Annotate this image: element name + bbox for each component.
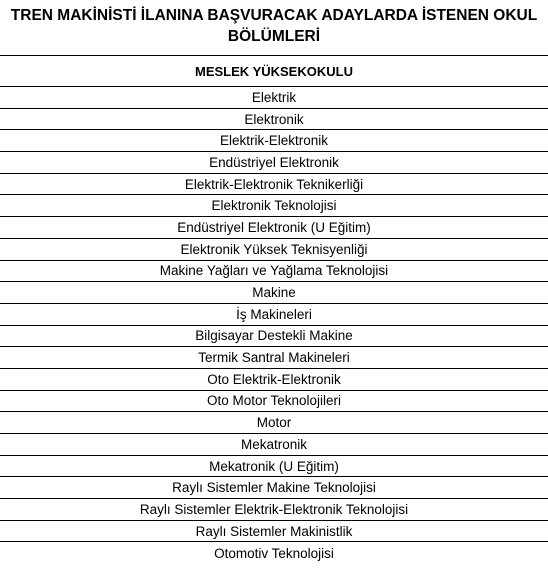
section-header: MESLEK YÜKSEKOKULU bbox=[0, 56, 548, 87]
department-row: Mekatronik bbox=[0, 434, 548, 456]
department-row: Oto Elektrik-Elektronik bbox=[0, 369, 548, 391]
department-row: Raylı Sistemler Elektrik-Elektronik Teknolojisi bbox=[0, 499, 548, 521]
department-row: Termik Santral Makineleri bbox=[0, 347, 548, 369]
department-row: Elektrik bbox=[0, 87, 548, 109]
title-line-1: TREN MAKİNİSTİ İLANINA BAŞVURACAK ADAYLARDA İSTENEN OKUL bbox=[10, 7, 538, 24]
department-row: Bilgisayar Destekli Makine bbox=[0, 326, 548, 348]
department-list bbox=[0, 87, 548, 564]
department-row: Endüstriyel Elektronik bbox=[0, 152, 548, 174]
department-row: Oto Motor Teknolojileri bbox=[0, 391, 548, 413]
department-row: Makine Yağları ve Yağlama Teknolojisi bbox=[0, 261, 548, 283]
department-row: Elektronik Yüksek Teknisyenliği bbox=[0, 239, 548, 261]
department-row: Elektronik bbox=[0, 109, 548, 131]
department-row: Endüstriyel Elektronik (U Eğitim) bbox=[0, 217, 548, 239]
department-row: Elektrik-Elektronik bbox=[0, 130, 548, 152]
department-row: Elektronik Teknolojisi bbox=[0, 195, 548, 217]
document-title bbox=[0, 0, 548, 56]
department-row: Otomotiv Teknolojisi bbox=[214, 545, 334, 561]
department-row: Raylı Sistemler Makine Teknolojisi bbox=[0, 477, 548, 499]
department-row: Makine bbox=[0, 282, 548, 304]
department-row: İş Makineleri bbox=[0, 304, 548, 326]
title-line-2: BÖLÜMLERİ bbox=[227, 28, 321, 45]
department-row: Motor bbox=[0, 412, 548, 434]
department-row: Raylı Sistemler Makinistlik bbox=[0, 521, 548, 543]
department-row: Mekatronik (U Eğitim) bbox=[0, 456, 548, 478]
department-row: Elektrik-Elektronik Teknikerliği bbox=[0, 174, 548, 196]
